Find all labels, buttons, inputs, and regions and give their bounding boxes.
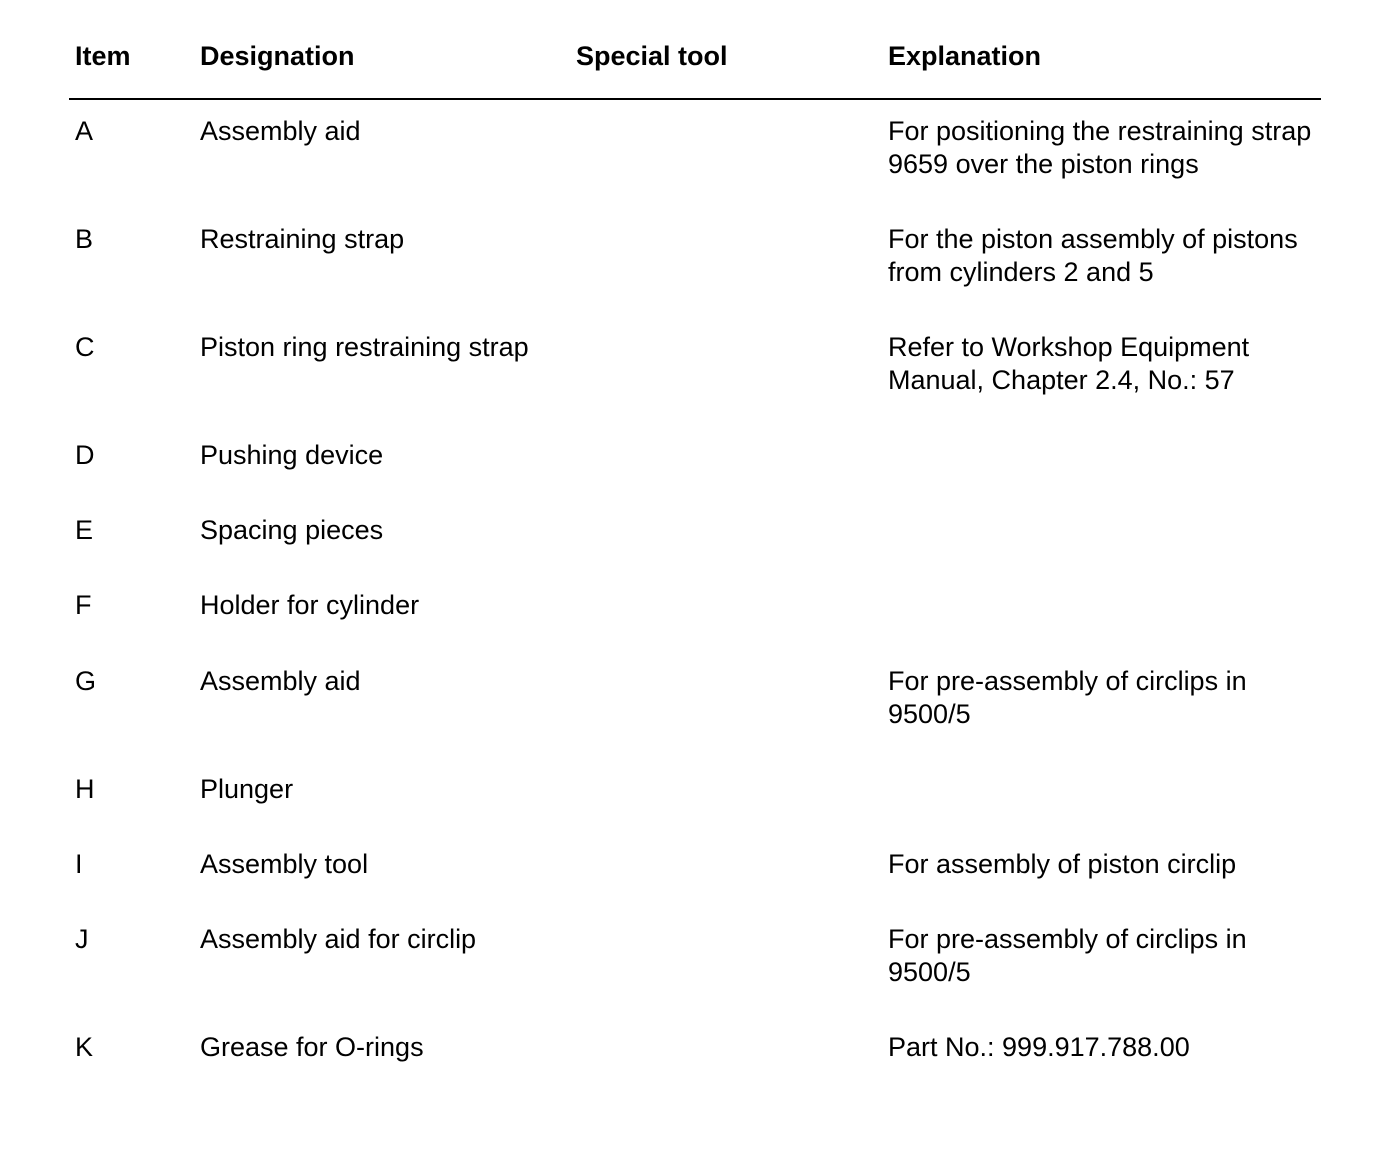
row-explanation-line-2: Manual, Chapter 2.4, No.: 57 [888, 365, 1235, 395]
row-designation: Pushing device [200, 440, 384, 470]
row-explanation-line-1: For pre-assembly of circlips in [888, 666, 1247, 696]
row-explanation [888, 848, 1328, 881]
table-row [0, 665, 1376, 735]
row-explanation-line-2: 9500/5 [888, 699, 971, 729]
row-designation: Restraining strap [200, 224, 405, 254]
table-row [0, 115, 1376, 185]
row-designation: Holder for cylinder [200, 590, 420, 620]
row-designation: Piston ring restraining strap [200, 332, 529, 362]
table-row [0, 589, 1376, 659]
header-item: Item [75, 41, 131, 71]
table-row [0, 331, 1376, 401]
row-explanation-line-1: Part No.: 999.917.788.00 [888, 1032, 1190, 1062]
table-row [0, 848, 1376, 918]
table-row [0, 514, 1376, 584]
row-item: B [75, 224, 94, 254]
header-explanation: Explanation [888, 41, 1042, 71]
table-row [0, 439, 1376, 509]
table-row [0, 223, 1376, 293]
row-designation: Assembly aid [200, 666, 361, 696]
header-designation: Designation [200, 41, 355, 71]
row-explanation-line-1: For assembly of piston circlip [888, 849, 1237, 879]
row-item: H [75, 774, 95, 804]
row-item: F [75, 590, 92, 620]
row-item: J [75, 924, 89, 954]
row-item: K [75, 1032, 94, 1062]
row-explanation-line-2: 9500/5 [888, 957, 971, 987]
table-header-row [0, 40, 1376, 72]
row-item: C [75, 332, 95, 362]
row-explanation [888, 115, 1328, 181]
row-explanation-line-1: For pre-assembly of circlips in [888, 924, 1247, 954]
row-explanation-line-2: from cylinders 2 and 5 [888, 257, 1154, 287]
row-explanation [888, 665, 1328, 731]
table-row [0, 773, 1376, 843]
table-row [0, 923, 1376, 993]
header-special-tool: Special tool [576, 41, 728, 71]
row-designation: Assembly aid [200, 116, 361, 146]
row-explanation [888, 1031, 1328, 1064]
row-designation: Grease for O-rings [200, 1032, 424, 1062]
row-explanation [888, 923, 1328, 989]
row-explanation [888, 223, 1328, 289]
row-explanation-line-1: For the piston assembly of pistons [888, 224, 1298, 254]
row-designation: Assembly aid for circlip [200, 924, 477, 954]
row-item: A [75, 116, 94, 146]
row-item: G [75, 666, 97, 696]
row-item: D [75, 440, 95, 470]
header-divider [69, 98, 1321, 100]
row-explanation-line-1: For positioning the restraining strap [888, 116, 1312, 146]
row-designation: Plunger [200, 774, 294, 804]
row-explanation-line-2: 9659 over the piston rings [888, 149, 1199, 179]
row-designation: Spacing pieces [200, 515, 384, 545]
row-item: I [75, 849, 83, 879]
row-explanation-line-1: Refer to Workshop Equipment [888, 332, 1250, 362]
row-explanation [888, 331, 1328, 397]
row-item: E [75, 515, 94, 545]
table-row [0, 1031, 1376, 1101]
row-designation: Assembly tool [200, 849, 369, 879]
